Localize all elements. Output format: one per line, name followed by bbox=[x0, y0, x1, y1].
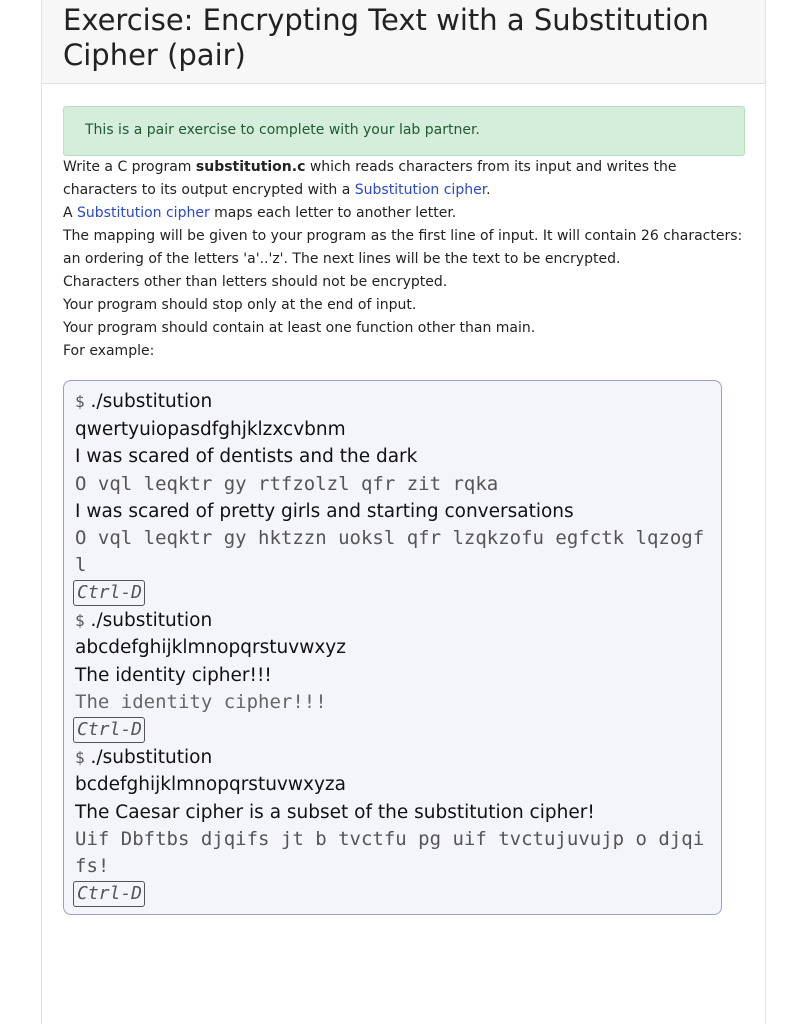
command-text: ./substitution bbox=[90, 391, 213, 412]
intro-text: Write a C program bbox=[63, 159, 196, 175]
substitution-cipher-link[interactable]: Substitution cipher bbox=[354, 182, 487, 198]
panel-body bbox=[42, 84, 765, 915]
ctrl-d-key: Ctrl-D bbox=[73, 580, 145, 606]
intro-text: maps each letter to another letter. bbox=[209, 205, 457, 221]
command-text: ./substitution bbox=[90, 746, 213, 768]
prompt-symbol: $ bbox=[75, 610, 85, 630]
function-paragraph: Your program should contain at least one function other than main. bbox=[63, 320, 536, 336]
input-text-line: I was scared of dentists and the dark bbox=[75, 446, 418, 467]
exercise-panel bbox=[41, 0, 766, 1024]
eof-line bbox=[75, 880, 709, 908]
substitution-cipher-link-2[interactable]: Substitution cipher bbox=[77, 205, 210, 221]
eof-line bbox=[75, 716, 709, 744]
input-text-line: The Caesar cipher is a subset of the substitution cipher! bbox=[75, 801, 595, 823]
non-letters-paragraph: Characters other than letters should not be encrypted. bbox=[63, 274, 448, 290]
prompt-symbol: $ bbox=[75, 747, 85, 767]
pair-exercise-alert: This is a pair exercise to complete with your lab partner. bbox=[63, 106, 745, 156]
command-line bbox=[75, 744, 709, 772]
ctrl-d-key: Ctrl-D bbox=[73, 881, 145, 907]
for-example-label: For example: bbox=[63, 343, 155, 359]
intro-text: which reads characters from its input and writes the characters to its output encrypted with a bbox=[63, 159, 677, 198]
command-line bbox=[75, 388, 709, 416]
input-text-line: I was scared of pretty girls and starting conversations bbox=[75, 500, 574, 522]
ctrl-d-key: Ctrl-D bbox=[73, 717, 145, 743]
output-text-line: Uif Dbftbs djqifs jt b tvctfu pg uif tvctujuvujp o djqifs! bbox=[75, 828, 705, 877]
stop-paragraph: Your program should stop only at the end of input. bbox=[63, 297, 417, 313]
input-text-line: The identity cipher!!! bbox=[75, 664, 272, 686]
input-key-line: bcdefghijklmnopqrstuvwxyza bbox=[75, 774, 346, 795]
page-title: Exercise: Encrypting Text with a Substitution Cipher (pair) bbox=[63, 3, 709, 72]
output-text-line: O vql leqktr gy hktzzn uoksl qfr lzqkzofu egfctk lqzogfl bbox=[75, 527, 705, 576]
command-text: ./substitution bbox=[90, 609, 213, 631]
program-filename: substitution.c bbox=[195, 159, 306, 175]
example-terminal bbox=[63, 380, 722, 915]
prompt-symbol: $ bbox=[75, 392, 85, 411]
intro-text: . bbox=[486, 182, 491, 198]
mapping-paragraph: The mapping will be given to your program as the first line of input. It will contain 26 characters: an ordering of the letters 'a'..'z'. The next lines will be the text to be encrypted. bbox=[63, 228, 743, 267]
input-key-line: abcdefghijklmnopqrstuvwxyz bbox=[75, 637, 346, 658]
input-key-line: qwertyuiopasdfghjklzxcvbnm bbox=[75, 418, 346, 440]
panel-heading bbox=[42, 0, 765, 84]
output-text-line: O vql leqktr gy rtfzolzl qfr zit rqka bbox=[75, 472, 499, 495]
output-text-line: The identity cipher!!! bbox=[75, 691, 327, 713]
intro-text: A bbox=[63, 205, 78, 221]
eof-line bbox=[75, 579, 709, 607]
intro-paragraph bbox=[63, 156, 744, 225]
command-line bbox=[75, 607, 709, 635]
